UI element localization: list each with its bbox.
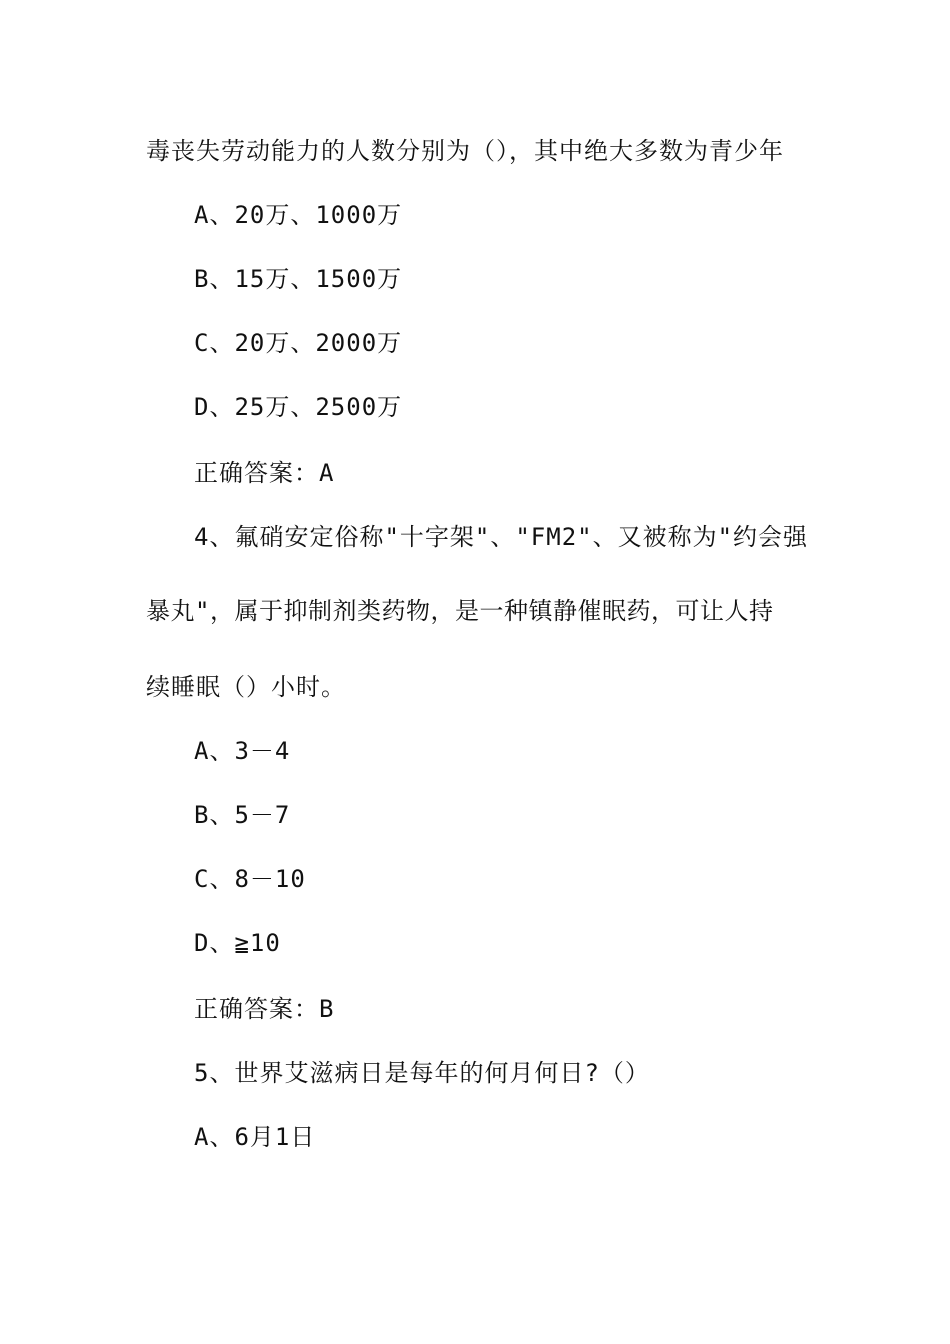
q4-option-d: D、≧10 <box>194 929 281 957</box>
q3-option-d: D、25万、2500万 <box>194 393 403 421</box>
question-4-text-line-1: 4、氟硝安定俗称"十字架"、"FM2"、又被称为"约会强 <box>194 523 809 551</box>
q4-option-a: A、3－4 <box>194 737 291 765</box>
q4-correct-answer: 正确答案：B <box>194 995 335 1023</box>
question-4-text-line-3: 续睡眠（）小时。 <box>146 673 346 701</box>
question-3-text-continued: 毒丧失劳动能力的人数分别为（），其中绝大多数为青少年 <box>146 137 784 165</box>
q3-correct-answer: 正确答案：A <box>194 459 335 487</box>
q5-option-a: A、6月1日 <box>194 1123 316 1151</box>
q3-option-b: B、15万、1500万 <box>194 265 403 293</box>
q4-option-b: B、5－7 <box>194 801 291 829</box>
q4-option-c: C、8－10 <box>194 865 306 893</box>
q3-option-a: A、20万、1000万 <box>194 201 403 229</box>
question-4-text-line-2: 暴丸"，属于抑制剂类药物，是一种镇静催眠药，可让人持 <box>146 597 774 625</box>
question-5-text: 5、世界艾滋病日是每年的何月何日?（） <box>194 1059 650 1087</box>
q3-option-c: C、20万、2000万 <box>194 329 403 357</box>
